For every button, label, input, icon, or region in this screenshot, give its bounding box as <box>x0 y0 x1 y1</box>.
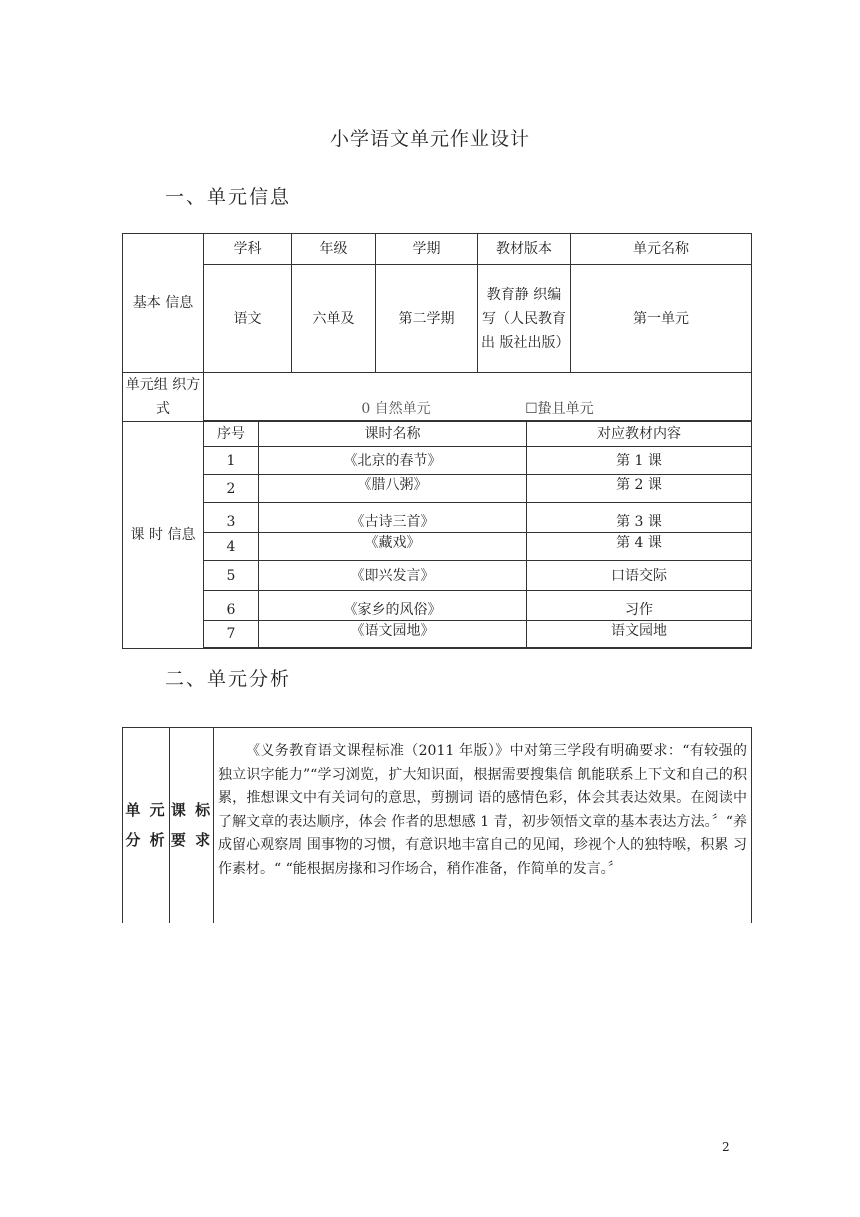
lesson-content: 第 1 课 <box>527 447 752 475</box>
lesson-no: 4 <box>204 533 259 561</box>
lesson-no: 2 <box>204 475 259 503</box>
lesson-header-content: 对应教材内容 <box>527 421 752 447</box>
lesson-content: 习作 <box>527 591 752 621</box>
curriculum-requirements-label: 课 标要 求 <box>170 728 214 923</box>
header-subject: 学科 <box>204 234 292 265</box>
value-textbook-version: 教育静 织编写（人民教育出 版社出版） <box>478 265 571 373</box>
lesson-no: 1 <box>204 447 259 475</box>
value-subject: 语文 <box>204 265 292 373</box>
header-unit-name: 单元名称 <box>571 234 752 265</box>
lesson-name: 《腊八粥》 <box>259 475 527 503</box>
section-heading-unit-info: 一、单元信息 <box>165 186 292 208</box>
table-row <box>204 591 752 621</box>
header-textbook-version: 教材版本 <box>478 234 571 265</box>
value-unit-name: 第一单元 <box>571 265 752 373</box>
table-row <box>204 533 752 561</box>
lesson-content: 第 4 课 <box>527 533 752 561</box>
page-number: 2 <box>722 1140 730 1154</box>
lesson-content: 口语交际 <box>527 561 752 591</box>
lesson-table <box>203 420 752 648</box>
header-term: 学期 <box>376 234 478 265</box>
lesson-no: 6 <box>204 591 259 621</box>
lesson-no: 7 <box>204 621 259 648</box>
unit-analysis-table <box>122 727 752 923</box>
table-row <box>204 561 752 591</box>
table-row <box>204 621 752 648</box>
org-method-options <box>204 373 752 422</box>
value-grade: 六单及 <box>292 265 376 373</box>
section-heading-unit-analysis: 二、单元分析 <box>165 668 292 690</box>
lesson-no: 5 <box>204 561 259 591</box>
lesson-no: 3 <box>204 503 259 533</box>
lesson-header-no: 序号 <box>204 421 259 447</box>
lesson-name: 《古诗三首》 <box>259 503 527 533</box>
natural-unit-option: 0 自然单元 <box>361 401 431 417</box>
org-method-label: 单元组 织方式 <box>123 373 204 422</box>
lesson-header-name: 课时名称 <box>259 421 527 447</box>
basic-info-label: 基本 信息 <box>123 234 204 373</box>
table-row <box>204 447 752 475</box>
restructured-unit-option: ☐蛰且单元 <box>525 401 594 417</box>
lesson-content: 语文园地 <box>527 621 752 648</box>
unit-analysis-label: 单 元分 析 <box>123 728 170 923</box>
lesson-content: 第 2 课 <box>527 475 752 503</box>
lesson-name: 《语文园地》 <box>259 621 527 648</box>
header-grade: 年级 <box>292 234 376 265</box>
lesson-name: 《北京的春节》 <box>259 447 527 475</box>
lesson-info-label: 课 时 信息 <box>123 422 204 649</box>
curriculum-requirements-text: 《义务教育语文课程标准（2011 年版）》中对第三学段有明确要求：“有较强的独立识字能力”“学习浏览，扩大知识面，根据需要搜集信 飢能联系上下文和自己的积累，推想课文中有关词句的意思，剪捌词 语的感情色彩，体会其表达效果。在阅读中了解文章的表达顺序，体会 作者的思想感 1 青，初步领悟文章的基本表达方法。〞“养成留心观察周 围事物的习惯，有意识地丰富自己的见闻，珍视个人的独特喉，积累 习作素材。“ “能根据房掾和习作场合，稍作准备，作简单的发言。〞 <box>214 728 752 923</box>
lesson-name: 《即兴发言》 <box>259 561 527 591</box>
value-term: 第二学期 <box>376 265 478 373</box>
table-row <box>204 503 752 533</box>
document-title: 小学语文单元作业设计 <box>329 128 530 150</box>
lesson-name: 《藏戏》 <box>259 533 527 561</box>
table-row <box>204 475 752 503</box>
lesson-content: 第 3 课 <box>527 503 752 533</box>
lesson-name: 《家乡的风俗》 <box>259 591 527 621</box>
